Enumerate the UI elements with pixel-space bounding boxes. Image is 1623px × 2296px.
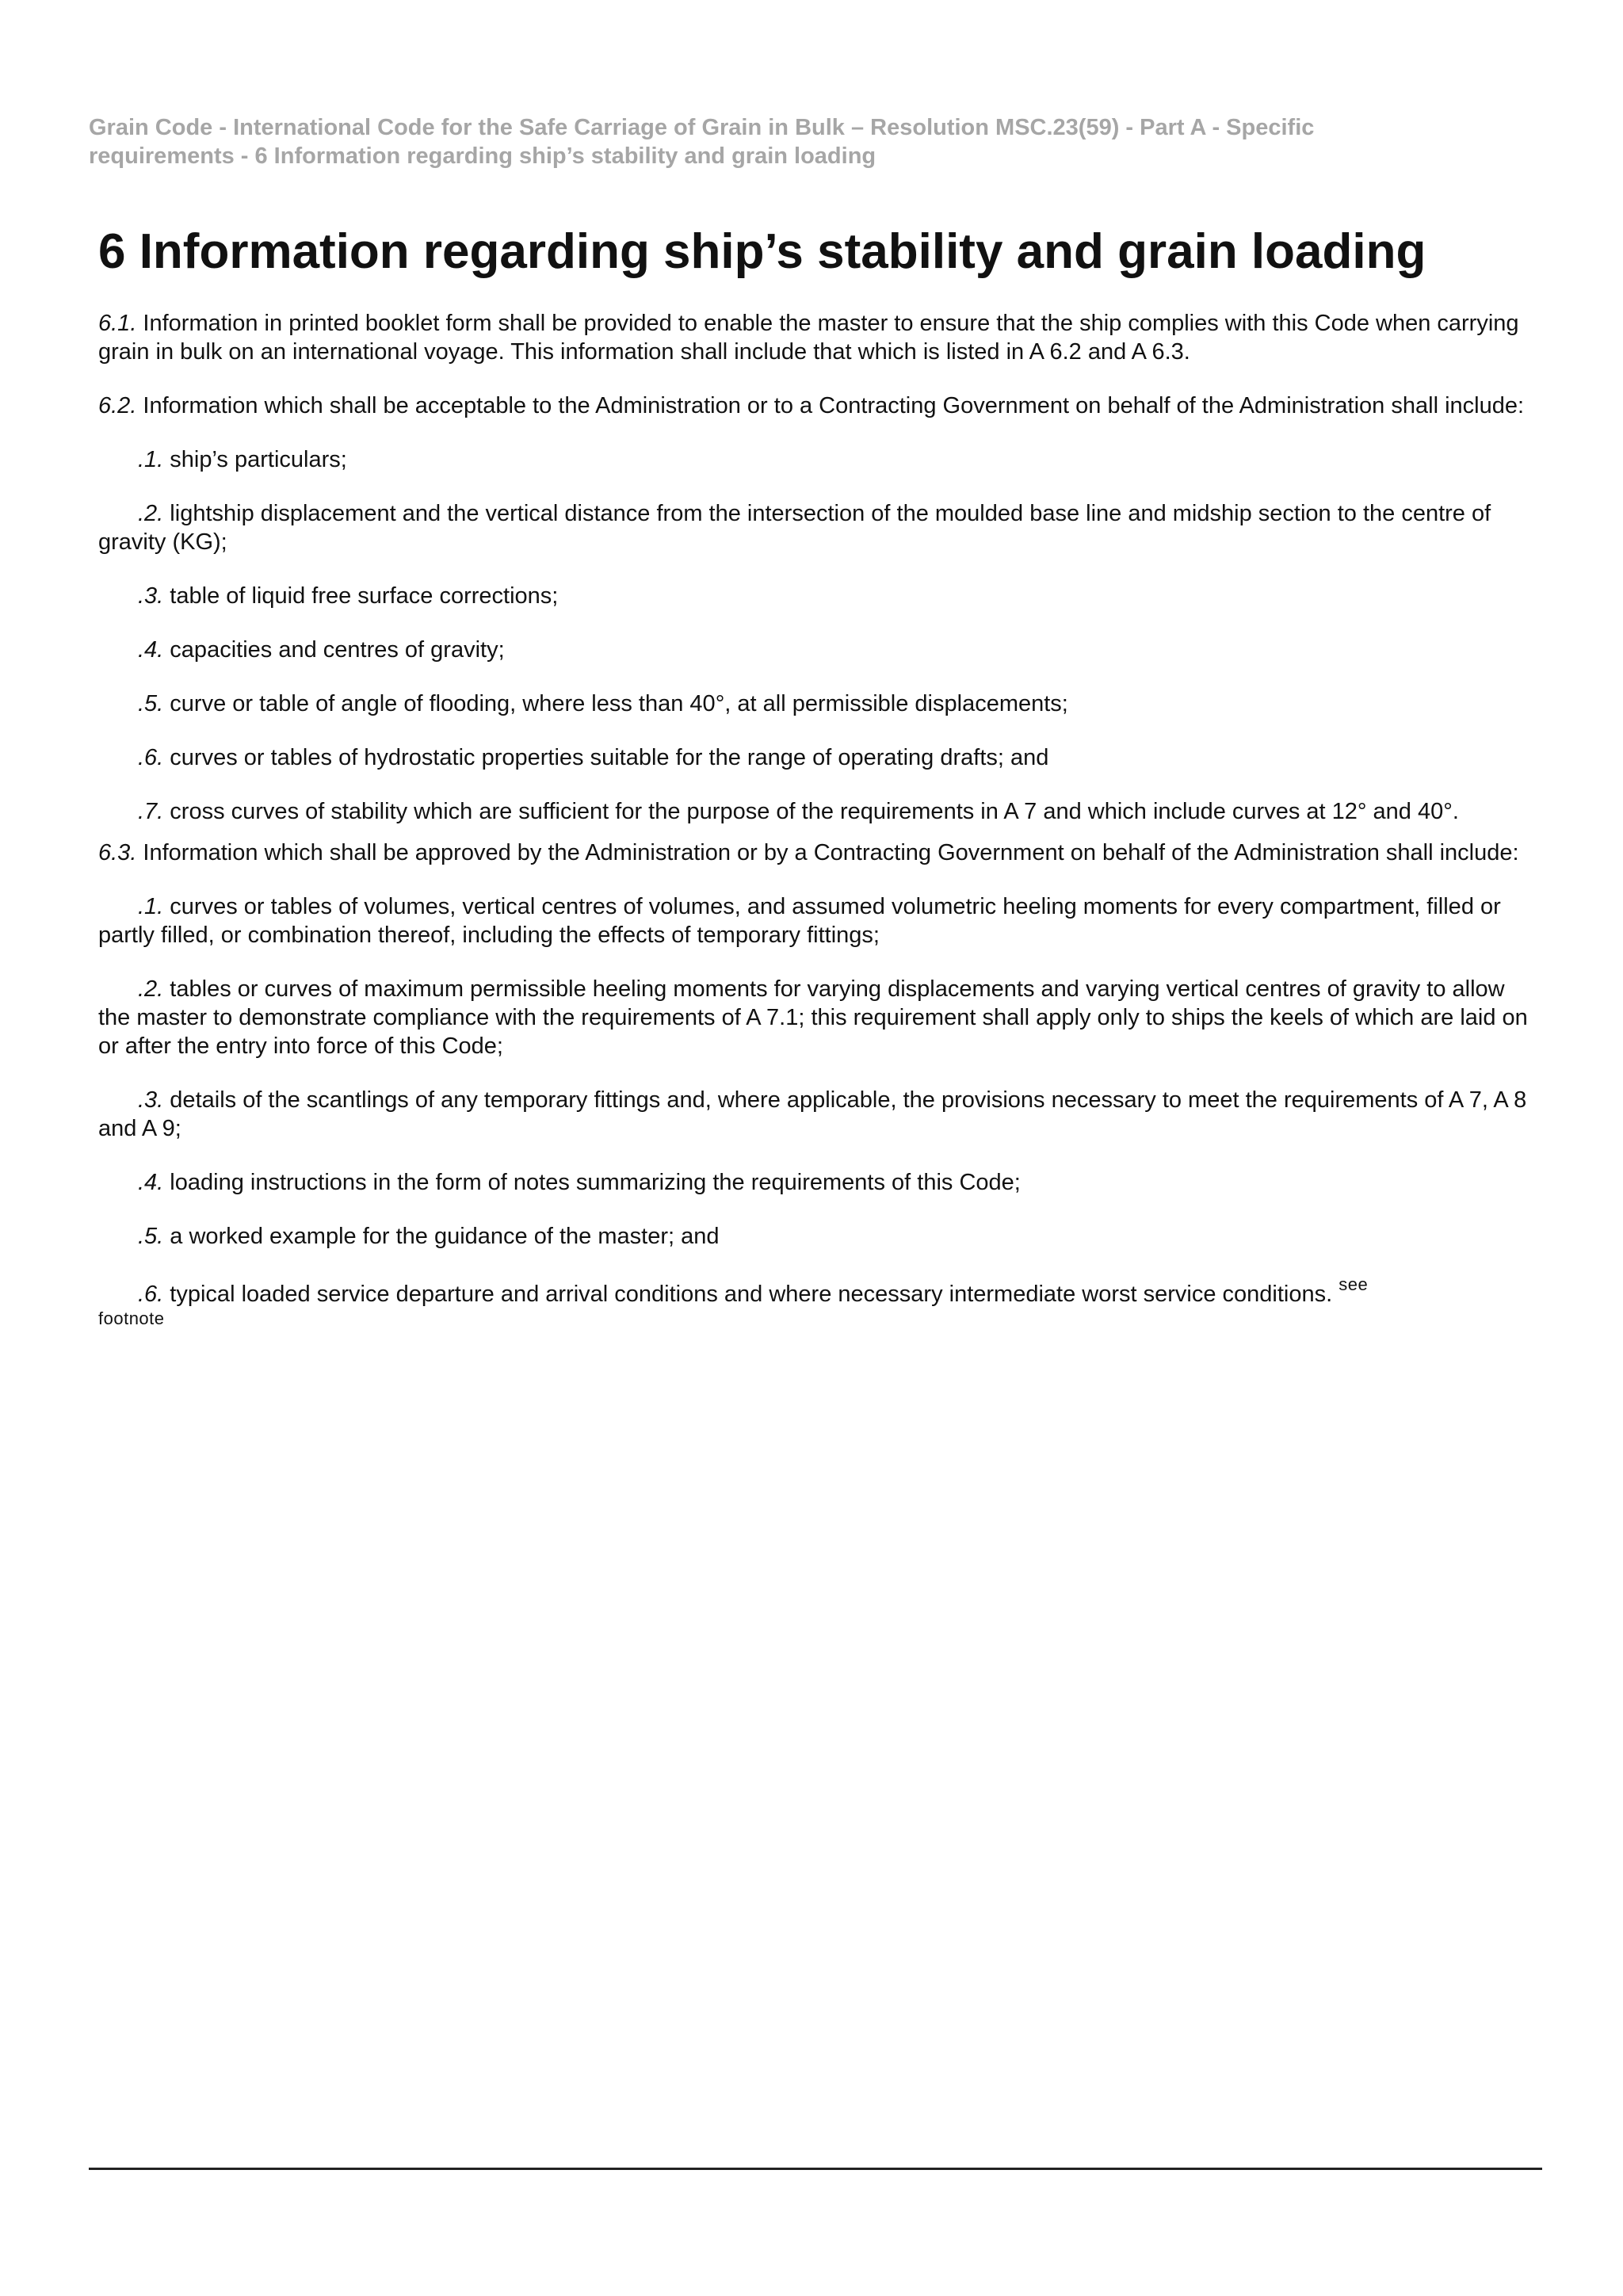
item-number: .2. [138,976,164,1002]
item-text: details of the scantlings of any temporary fittings and, where applicable, the provisions necessary to meet the requirements of A 7, A 8 and A 9; [98,1087,1527,1141]
item-text: lightship displacement and the vertical distance from the intersection of the moulded base line and midship section to the centre of gravity (KG); [98,501,1491,555]
item-number: .6. [138,745,164,770]
item-number: .3. [138,1087,164,1113]
list-item-6-3-5 [98,1222,1534,1251]
paragraph-6-3 [98,839,1534,867]
item-text: curves or tables of volumes, vertical centres of volumes, and assumed volumetric heeling moments for every compartment, filled or partly filled, or combination thereof, including the effects of temporary fittings; [98,894,1501,948]
page-title: 6 Information regarding ship’s stability and grain loading [98,224,1426,279]
list-item-6-3-4 [98,1168,1534,1197]
list-item-6-2-3 [98,582,1534,610]
item-text: tables or curves of maximum permissible heeling moments for varying displacements and varying vertical centres of gravity to allow the master to demonstrate compliance with the requirements of A 7.1; this requirement shall apply only to ships the keels of which are laid on or after the entry into force of this Code; [98,976,1528,1059]
item-number: .4. [138,1170,164,1195]
list-item-6-2-2 [98,499,1534,556]
item-number: .3. [138,583,164,609]
item-number: .5. [138,1224,164,1249]
item-number: .4. [138,637,164,663]
paragraph-6-2 [98,392,1534,420]
item-text: cross curves of stability which are sufficient for the purpose of the requirements in A 7 and which include curves at 12° and 40°. [163,799,1459,824]
footnote-see-label: see [1338,1274,1369,1294]
list-item-6-2-7 [98,797,1534,826]
paragraph-6-1 [98,309,1534,366]
item-text: table of liquid free surface corrections; [163,583,559,609]
item-text: capacities and centres of gravity; [163,637,505,663]
item-number: .1. [138,894,164,919]
paragraph-text: Information in printed booklet form shall be provided to enable the master to ensure that the ship complies with this Code when carrying grain in bulk on an international voyage. This information shall include that which is listed in A 6.2 and A 6.3. [98,311,1519,365]
document-body [98,309,1534,1353]
list-item-6-3-6 [98,1276,1534,1328]
paragraph-text: Information which shall be acceptable to the Administration or to a Contracting Government on behalf of the Administration shall include: [136,393,1525,418]
item-number: .7. [138,799,164,824]
item-number: .2. [138,501,164,526]
item-text: curve or table of angle of flooding, where less than 40°, at all permissible displacements; [163,691,1068,716]
item-number: .1. [138,447,164,472]
list-item-6-2-6 [98,743,1534,772]
item-text: a worked example for the guidance of the master; and [163,1224,720,1249]
list-item-6-2-1 [98,445,1534,474]
paragraph-number: 6.3. [98,840,137,865]
list-item-6-3-2 [98,975,1534,1060]
paragraph-number: 6.2. [98,393,137,418]
list-item-6-3-3 [98,1086,1534,1143]
list-item-6-3-1 [98,892,1534,949]
footnote-label: footnote [98,1308,165,1328]
footer-divider [89,2168,1542,2170]
item-text: loading instructions in the form of notes summarizing the requirements of this Code; [163,1170,1021,1195]
paragraph-text: Information which shall be approved by the Administration or by a Contracting Government on behalf of the Administration shall include: [136,840,1519,865]
item-number: .6. [138,1282,164,1307]
list-item-6-2-5 [98,690,1534,718]
item-text: typical loaded service departure and arrival conditions and where necessary intermediate worst service conditions. [163,1282,1333,1307]
running-header-breadcrumb: Grain Code - International Code for the Safe Carriage of Grain in Bulk – Resolution MSC.23(59) - Part A - Specific requirements - 6 Information regarding ship’s stability and grain loading [89,115,1315,169]
paragraph-number: 6.1. [98,311,137,336]
item-text: curves or tables of hydrostatic properties suitable for the range of operating drafts; and [163,745,1049,770]
list-item-6-2-4 [98,636,1534,664]
item-number: .5. [138,691,164,716]
item-text: ship’s particulars; [163,447,347,472]
